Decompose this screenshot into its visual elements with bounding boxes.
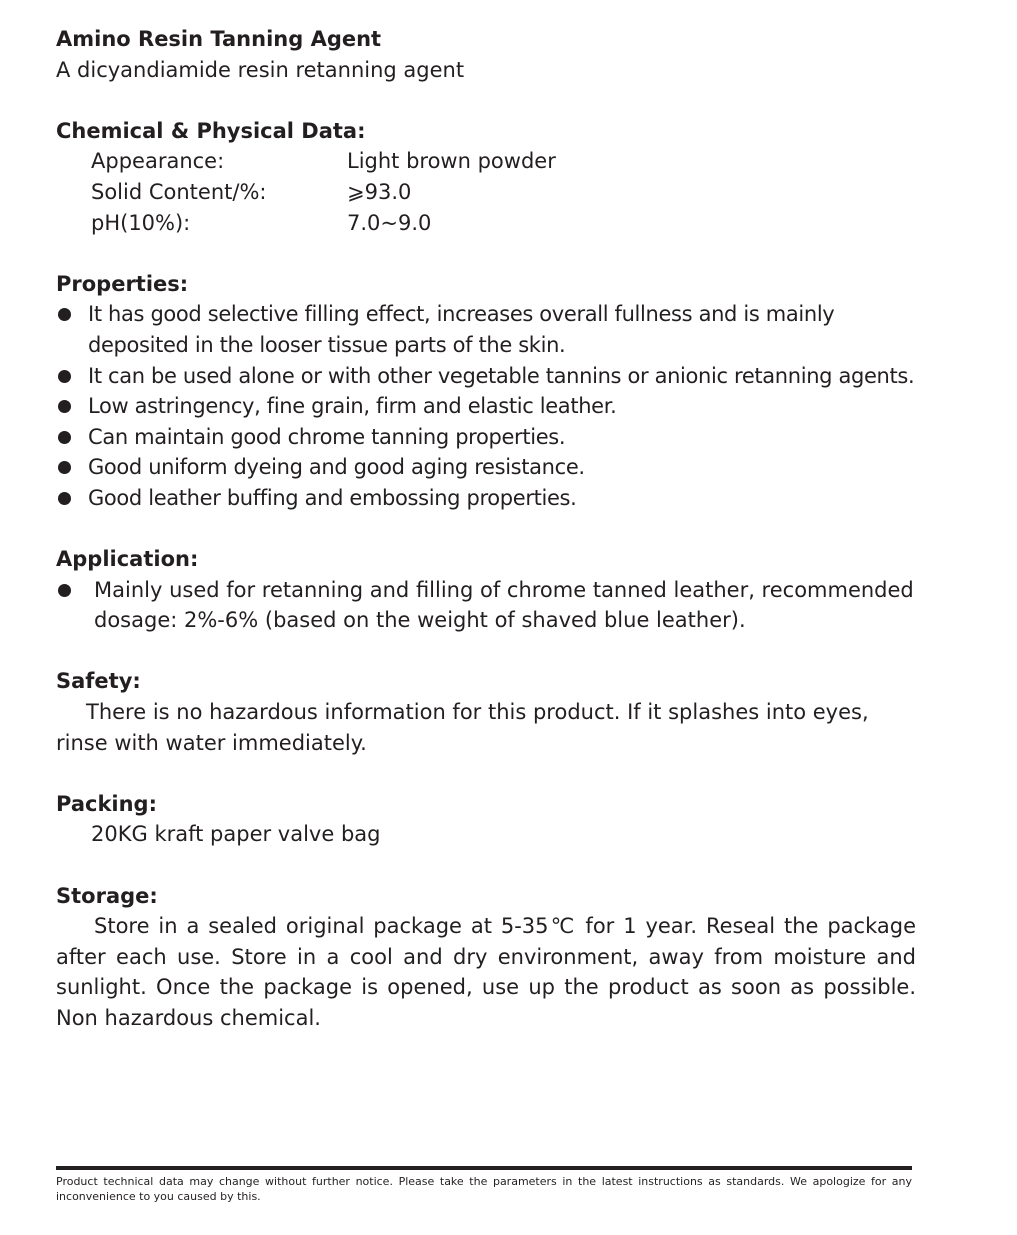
safety-heading: Safety:: [56, 669, 141, 694]
chemical-heading: Chemical & Physical Data:: [56, 118, 366, 143]
list-item-text: Can maintain good chrome tanning properties.: [88, 424, 566, 449]
properties-section: [56, 269, 916, 514]
list-item-text: It can be used alone or with other vegetable tannins or anionic retanning agents.: [88, 363, 915, 388]
data-label: Appearance:: [91, 149, 225, 174]
data-value: Light brown powder: [347, 149, 556, 174]
bullet-icon: [58, 370, 71, 383]
list-item: [56, 361, 916, 392]
list-item: [56, 391, 916, 422]
product-title: Amino Resin Tanning Agent: [56, 27, 382, 51]
application-section: [56, 544, 916, 636]
list-item: [56, 422, 916, 453]
bullet-icon: [58, 308, 71, 321]
document-body: [56, 24, 916, 1034]
data-label: Solid Content/%:: [91, 179, 267, 204]
safety-text: There is no hazardous information for this product. If it splashes into eyes, rinse with water immediately.: [56, 700, 869, 755]
list-item: [56, 299, 916, 360]
application-heading: Application:: [56, 547, 199, 572]
packing-heading: Packing:: [56, 791, 157, 816]
packing-section: [56, 789, 916, 850]
storage-heading: Storage:: [56, 883, 158, 908]
bullet-icon: [58, 584, 71, 597]
list-item: [56, 483, 916, 514]
application-text: Mainly used for retanning and filling of chrome tanned leather, recommended dosage: 2%-6% (based on the weight of shaved blue leather).: [94, 577, 914, 633]
properties-heading: Properties:: [56, 271, 189, 296]
data-value: 7.0~9.0: [347, 210, 432, 235]
safety-section: [56, 666, 916, 758]
data-row-ph: [56, 208, 916, 239]
list-item: [56, 575, 916, 636]
storage-text: Store in a sealed original package at 5-35℃ for 1 year. Reseal the package after each use. Store in a cool and dry environment, away from moisture and sunlight. Once the package is opened, use up the product as soon as possible. Non hazardous chemical.: [56, 914, 916, 1030]
data-row-solid-content: [56, 177, 916, 208]
packing-text: 20KG kraft paper valve bag: [91, 822, 381, 847]
bullet-icon: [58, 400, 71, 413]
list-item-text: Low astringency, fine grain, firm and elastic leather.: [88, 394, 617, 419]
data-value: ⩾93.0: [347, 179, 412, 204]
bullet-icon: [58, 492, 71, 505]
list-item-text: Good uniform dyeing and good aging resistance.: [88, 455, 585, 480]
chemical-section: [56, 116, 916, 238]
bullet-icon: [58, 461, 71, 474]
product-subtitle: A dicyandiamide resin retanning agent: [56, 57, 465, 82]
storage-section: [56, 881, 916, 1034]
list-item: [56, 452, 916, 483]
bullet-icon: [58, 431, 71, 444]
list-item-text: It has good selective filling effect, increases overall fullness and is mainly deposited in the looser tissue parts of the skin.: [88, 302, 835, 357]
footer-disclaimer: Product technical data may change without further notice. Please take the parameters in the latest instructions as standards. We apologize for any inconvenience to you caused by this.: [56, 1175, 912, 1203]
footer-divider: [56, 1166, 912, 1170]
data-label: pH(10%):: [91, 210, 191, 235]
list-item-text: Good leather buffing and embossing properties.: [88, 485, 577, 510]
data-row-appearance: [56, 146, 916, 177]
